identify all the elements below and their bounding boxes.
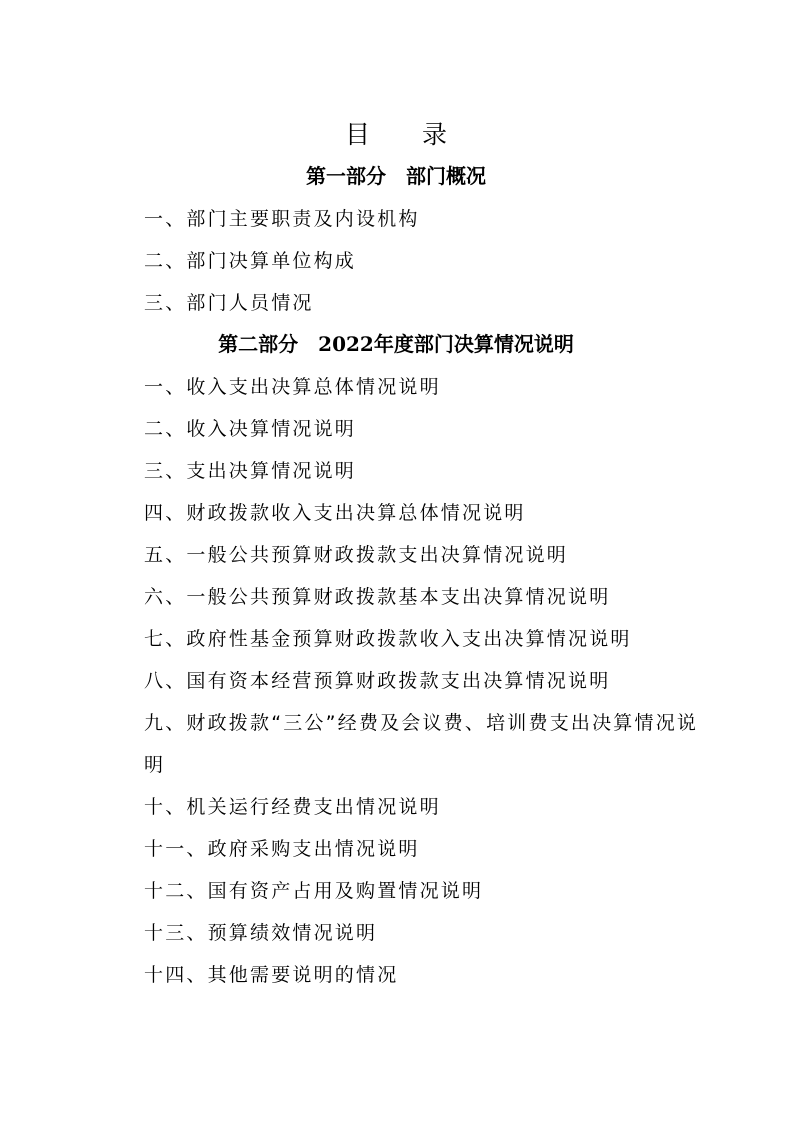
toc-item: 十、机关运行经费支出情况说明 bbox=[144, 796, 441, 818]
toc-item: 三、支出决算情况说明 bbox=[144, 460, 357, 482]
toc-item: 一、部门主要职责及内设机构 bbox=[144, 208, 420, 230]
toc-item: 二、部门决算单位构成 bbox=[144, 250, 357, 272]
toc-item: 一、收入支出决算总体情况说明 bbox=[144, 376, 441, 398]
toc-item: 七、政府性基金预算财政拨款收入支出决算情况说明 bbox=[144, 628, 632, 650]
part2-heading: 第二部分 2022年度部门决算情况说明 bbox=[218, 332, 574, 356]
toc-title: 目 录 bbox=[345, 120, 469, 149]
part1-heading: 第一部分 部门概况 bbox=[306, 164, 486, 188]
toc-item: 四、财政拨款收入支出决算总体情况说明 bbox=[144, 502, 526, 524]
toc-item: 九、财政拨款“三公”经费及会议费、培训费支出决算情况说明 bbox=[144, 712, 699, 776]
toc-item: 十三、预算绩效情况说明 bbox=[144, 922, 378, 944]
toc-item: 十四、其他需要说明的情况 bbox=[144, 964, 399, 986]
toc-item: 三、部门人员情况 bbox=[144, 292, 314, 314]
toc-item: 二、收入决算情况说明 bbox=[144, 418, 357, 440]
toc-item: 八、国有资本经营预算财政拨款支出决算情况说明 bbox=[144, 670, 611, 692]
toc-item: 五、一般公共预算财政拨款支出决算情况说明 bbox=[144, 544, 569, 566]
toc-item: 十二、国有资产占用及购置情况说明 bbox=[144, 880, 484, 902]
toc-item: 十一、政府采购支出情况说明 bbox=[144, 838, 420, 860]
toc-item: 六、一般公共预算财政拨款基本支出决算情况说明 bbox=[144, 586, 611, 608]
